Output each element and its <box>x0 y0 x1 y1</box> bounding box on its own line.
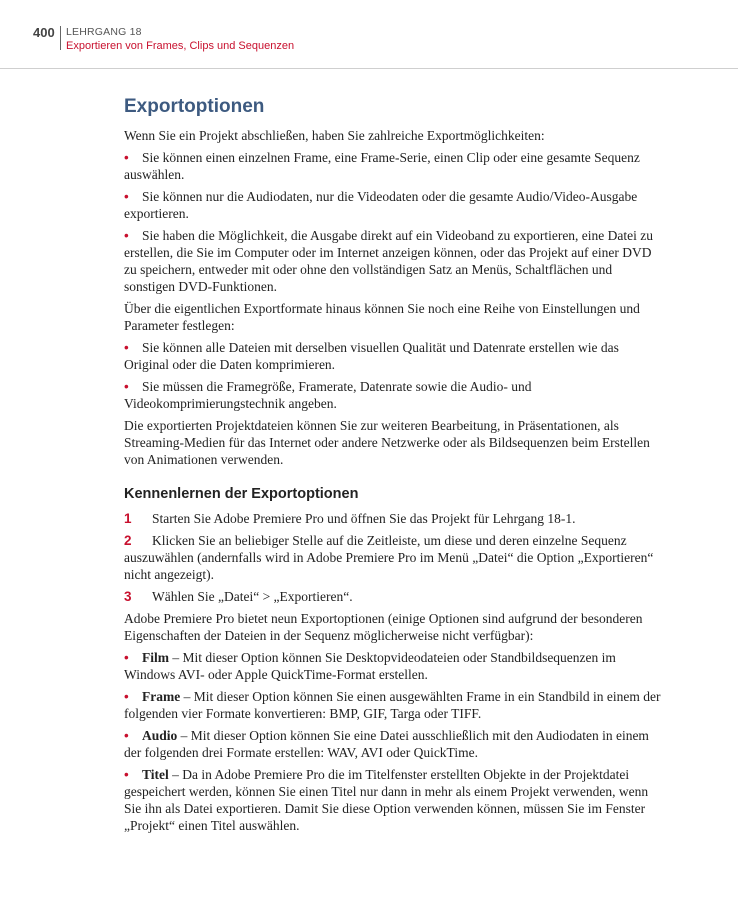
list-item-text: Sie können nur die Audiodaten, nur die Videodaten oder die gesamte Audio/Video-Ausgabe exportieren. <box>124 189 638 221</box>
bullet-icon: • <box>124 379 129 394</box>
paragraph-usage: Die exportierten Projektdateien können Sie zur weiteren Bearbeitung, in Präsentationen, als Streaming-Medien für das Internet oder andere Netzwerke oder als Bildsequenzen beim Erstellen von Animationen verwenden. <box>124 418 650 467</box>
list-item-text: Sie haben die Möglichkeit, die Ausgabe direkt auf ein Videoband zu exportieren, eine Datei zu erstellen, die Sie im Computer oder im Internet anzeigen können, oder das Projekt auf einer DVD zu speichern, entweder mit oder ohne den vollständigen Satz an Menüs, Schaltflächen und sonstigen DVD-Funktionen. <box>124 228 654 294</box>
bullet-icon: • <box>124 650 129 665</box>
bullet-icon: • <box>124 340 129 355</box>
list-item-text: Sie können alle Dateien mit derselben visuellen Qualität und Datenrate erstellen wie das Original oder die Daten komprimieren. <box>124 340 619 372</box>
option-term: Frame <box>142 689 181 704</box>
list-item <box>124 766 664 834</box>
option-description: – Mit dieser Option können Sie einen ausgewählten Frame in ein Standbild in einem der folgenden vier Formate konvertieren: BMP, GIF, Targa oder TIFF. <box>124 689 661 721</box>
step-text: Starten Sie Adobe Premiere Pro und öffnen Sie das Projekt für Lehrgang 18-1. <box>152 511 576 526</box>
chapter-title: Exportieren von Frames, Clips und Sequenzen <box>66 40 295 52</box>
step-item <box>124 532 664 583</box>
list-item <box>124 688 664 722</box>
list-item <box>124 339 664 373</box>
page-header <box>0 0 738 70</box>
step-number: 3 <box>124 589 132 604</box>
option-term: Film <box>142 650 169 665</box>
page-number: 400 <box>33 25 55 40</box>
chapter-label: LEHRGANG 18 <box>66 26 142 38</box>
list-item-text: Sie müssen die Framegröße, Framerate, Datenrate sowie die Audio- und Videokomprimierungstechnik angeben. <box>124 379 532 411</box>
option-description: – Mit dieser Option können Sie eine Datei ausschließlich mit den Audiodaten in einem der folgenden drei Formate erstellen: WAV, AVI oder QuickTime. <box>124 728 649 760</box>
list-item <box>124 727 664 761</box>
step-item <box>124 588 664 605</box>
step-number: 2 <box>124 533 132 548</box>
list-item <box>124 188 664 222</box>
step-number: 1 <box>124 511 132 526</box>
list-item <box>124 149 664 183</box>
step-item <box>124 510 664 527</box>
bullet-icon: • <box>124 728 129 743</box>
option-term: Titel <box>142 767 169 782</box>
step-text: Klicken Sie an beliebiger Stelle auf die Zeitleiste, um diese und deren einzelne Sequenz auszuwählen (andernfalls wird in Adobe Premiere Pro im Menü „Datei“ die Option „Exportieren“ nicht angezeigt). <box>124 533 654 582</box>
intro-paragraph: Wenn Sie ein Projekt abschließen, haben Sie zahlreiche Exportmöglichkeiten: <box>124 128 545 143</box>
option-term: Audio <box>142 728 178 743</box>
section-title-exportoptionen: Exportoptionen <box>124 96 265 117</box>
step-text: Wählen Sie „Datei“ > „Exportieren“. <box>152 589 353 604</box>
list-item <box>124 649 664 683</box>
page-content <box>124 95 664 839</box>
paragraph-settings: Über die eigentlichen Exportformate hinaus können Sie noch eine Reihe von Einstellungen und Parameter festlegen: <box>124 301 640 333</box>
header-divider <box>60 26 61 50</box>
bullet-icon: • <box>124 150 129 165</box>
header-rule <box>0 68 738 69</box>
option-description: – Da in Adobe Premiere Pro die im Titelfenster erstellten Objekte in der Projektdatei gespeichert werden, können Sie einen Titel nur dann in mehr als einem Projekt verwenden, wenn Sie ihn als Datei exportieren. Damit Sie diese Option verwenden können, müssen Sie im Fenster „Projekt“ einen Titel auswählen. <box>124 767 649 833</box>
bullet-icon: • <box>124 189 129 204</box>
option-description: – Mit dieser Option können Sie Desktopvideodateien oder Standbildsequenzen im Windows AVI- oder Apple QuickTime-Format erstellen. <box>124 650 616 682</box>
paragraph-export-options: Adobe Premiere Pro bietet neun Exportoptionen (einige Optionen sind aufgrund der besonderen Eigenschaften der Dateien in der Sequenz möglicherweise nicht verfügbar): <box>124 611 643 643</box>
section-title-kennenlernen: Kennenlernen der Exportoptionen <box>124 486 359 502</box>
bullet-icon: • <box>124 689 129 704</box>
list-item-text: Sie können einen einzelnen Frame, eine Frame-Serie, einen Clip oder eine gesamte Sequenz auswählen. <box>124 150 640 182</box>
bullet-icon: • <box>124 228 129 243</box>
bullet-icon: • <box>124 767 129 782</box>
list-item <box>124 227 664 295</box>
list-item <box>124 378 664 412</box>
